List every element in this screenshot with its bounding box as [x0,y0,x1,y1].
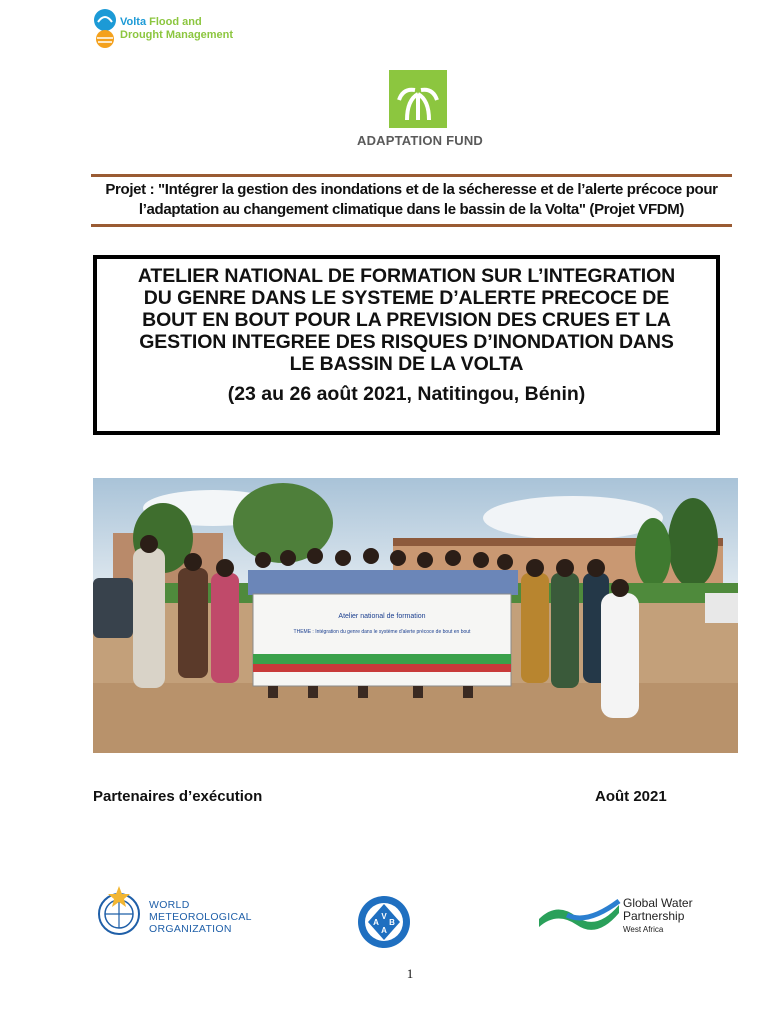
partners-label: Partenaires d’exécution [93,788,263,805]
vba-emblem-icon [356,894,412,950]
adaptation-fund-logo [340,70,500,150]
group-photo-illustration [93,478,738,753]
vfdm-drop-icon [92,8,118,48]
gwp-wordmark: Global Water Partnership West Africa [623,896,693,934]
group-photo [93,478,738,753]
workshop-title [107,265,706,375]
document-date: Août 2021 [595,788,667,805]
wmo-emblem-icon [93,884,145,936]
vfdm-wordmark: Volta Flood and Drought Management [120,16,234,41]
title-line-5: LE BASSIN DE LA VOLTA [289,353,524,375]
title-line-1: ATELIER NATIONAL DE FORMATION SUR L’INTEGRATION [137,265,676,287]
svg-text:A: A [373,918,379,927]
project-line-1: Projet : "Intégrer la gestion des inondations et de la sécheresse et de l’alerte précoce pour [105,181,718,198]
gwp-wave-icon [537,895,623,935]
adaptation-fund-mark [389,70,447,128]
banner-text-1: Atelier national de formation [338,613,426,620]
wmo-wordmark: WORLD METEOROLOGICAL ORGANIZATION [149,899,252,935]
svg-text:V: V [381,912,387,921]
wmo-logo [93,884,263,936]
title-line-3: BOUT EN BOUT POUR LA PREVISION DES CRUES ET LA [142,309,671,331]
page-number: 1 [406,966,414,981]
adaptation-fund-label: ADAPTATION FUND [356,133,483,148]
svg-text:A: A [381,926,387,935]
gwp-logo [537,895,707,935]
title-line-4: GESTION INTEGREE DES RISQUES D’INONDATION DANS [139,331,674,353]
workshop-date-location: (23 au 26 août 2021, Natitingou, Bénin) [227,383,586,405]
vfdm-logo [92,8,252,50]
project-rule-top [91,174,732,177]
banner-text-2: THEME : Intégration du genre dans le système d'alerte précoce de bout en bout [293,629,471,635]
project-rule-bottom [91,224,732,227]
project-line-2: l’adaptation au changement climatique dans le bassin de la Volta" (Projet VFDM) [138,201,685,218]
svg-text:B: B [389,918,395,927]
workshop-title-box [93,255,720,435]
title-line-2: DU GENRE DANS LE SYSTEME D’ALERTE PRECOCE DE [143,287,670,309]
volta-basin-authority-logo [356,894,412,950]
sprout-icon [389,70,447,128]
project-title [91,180,732,220]
